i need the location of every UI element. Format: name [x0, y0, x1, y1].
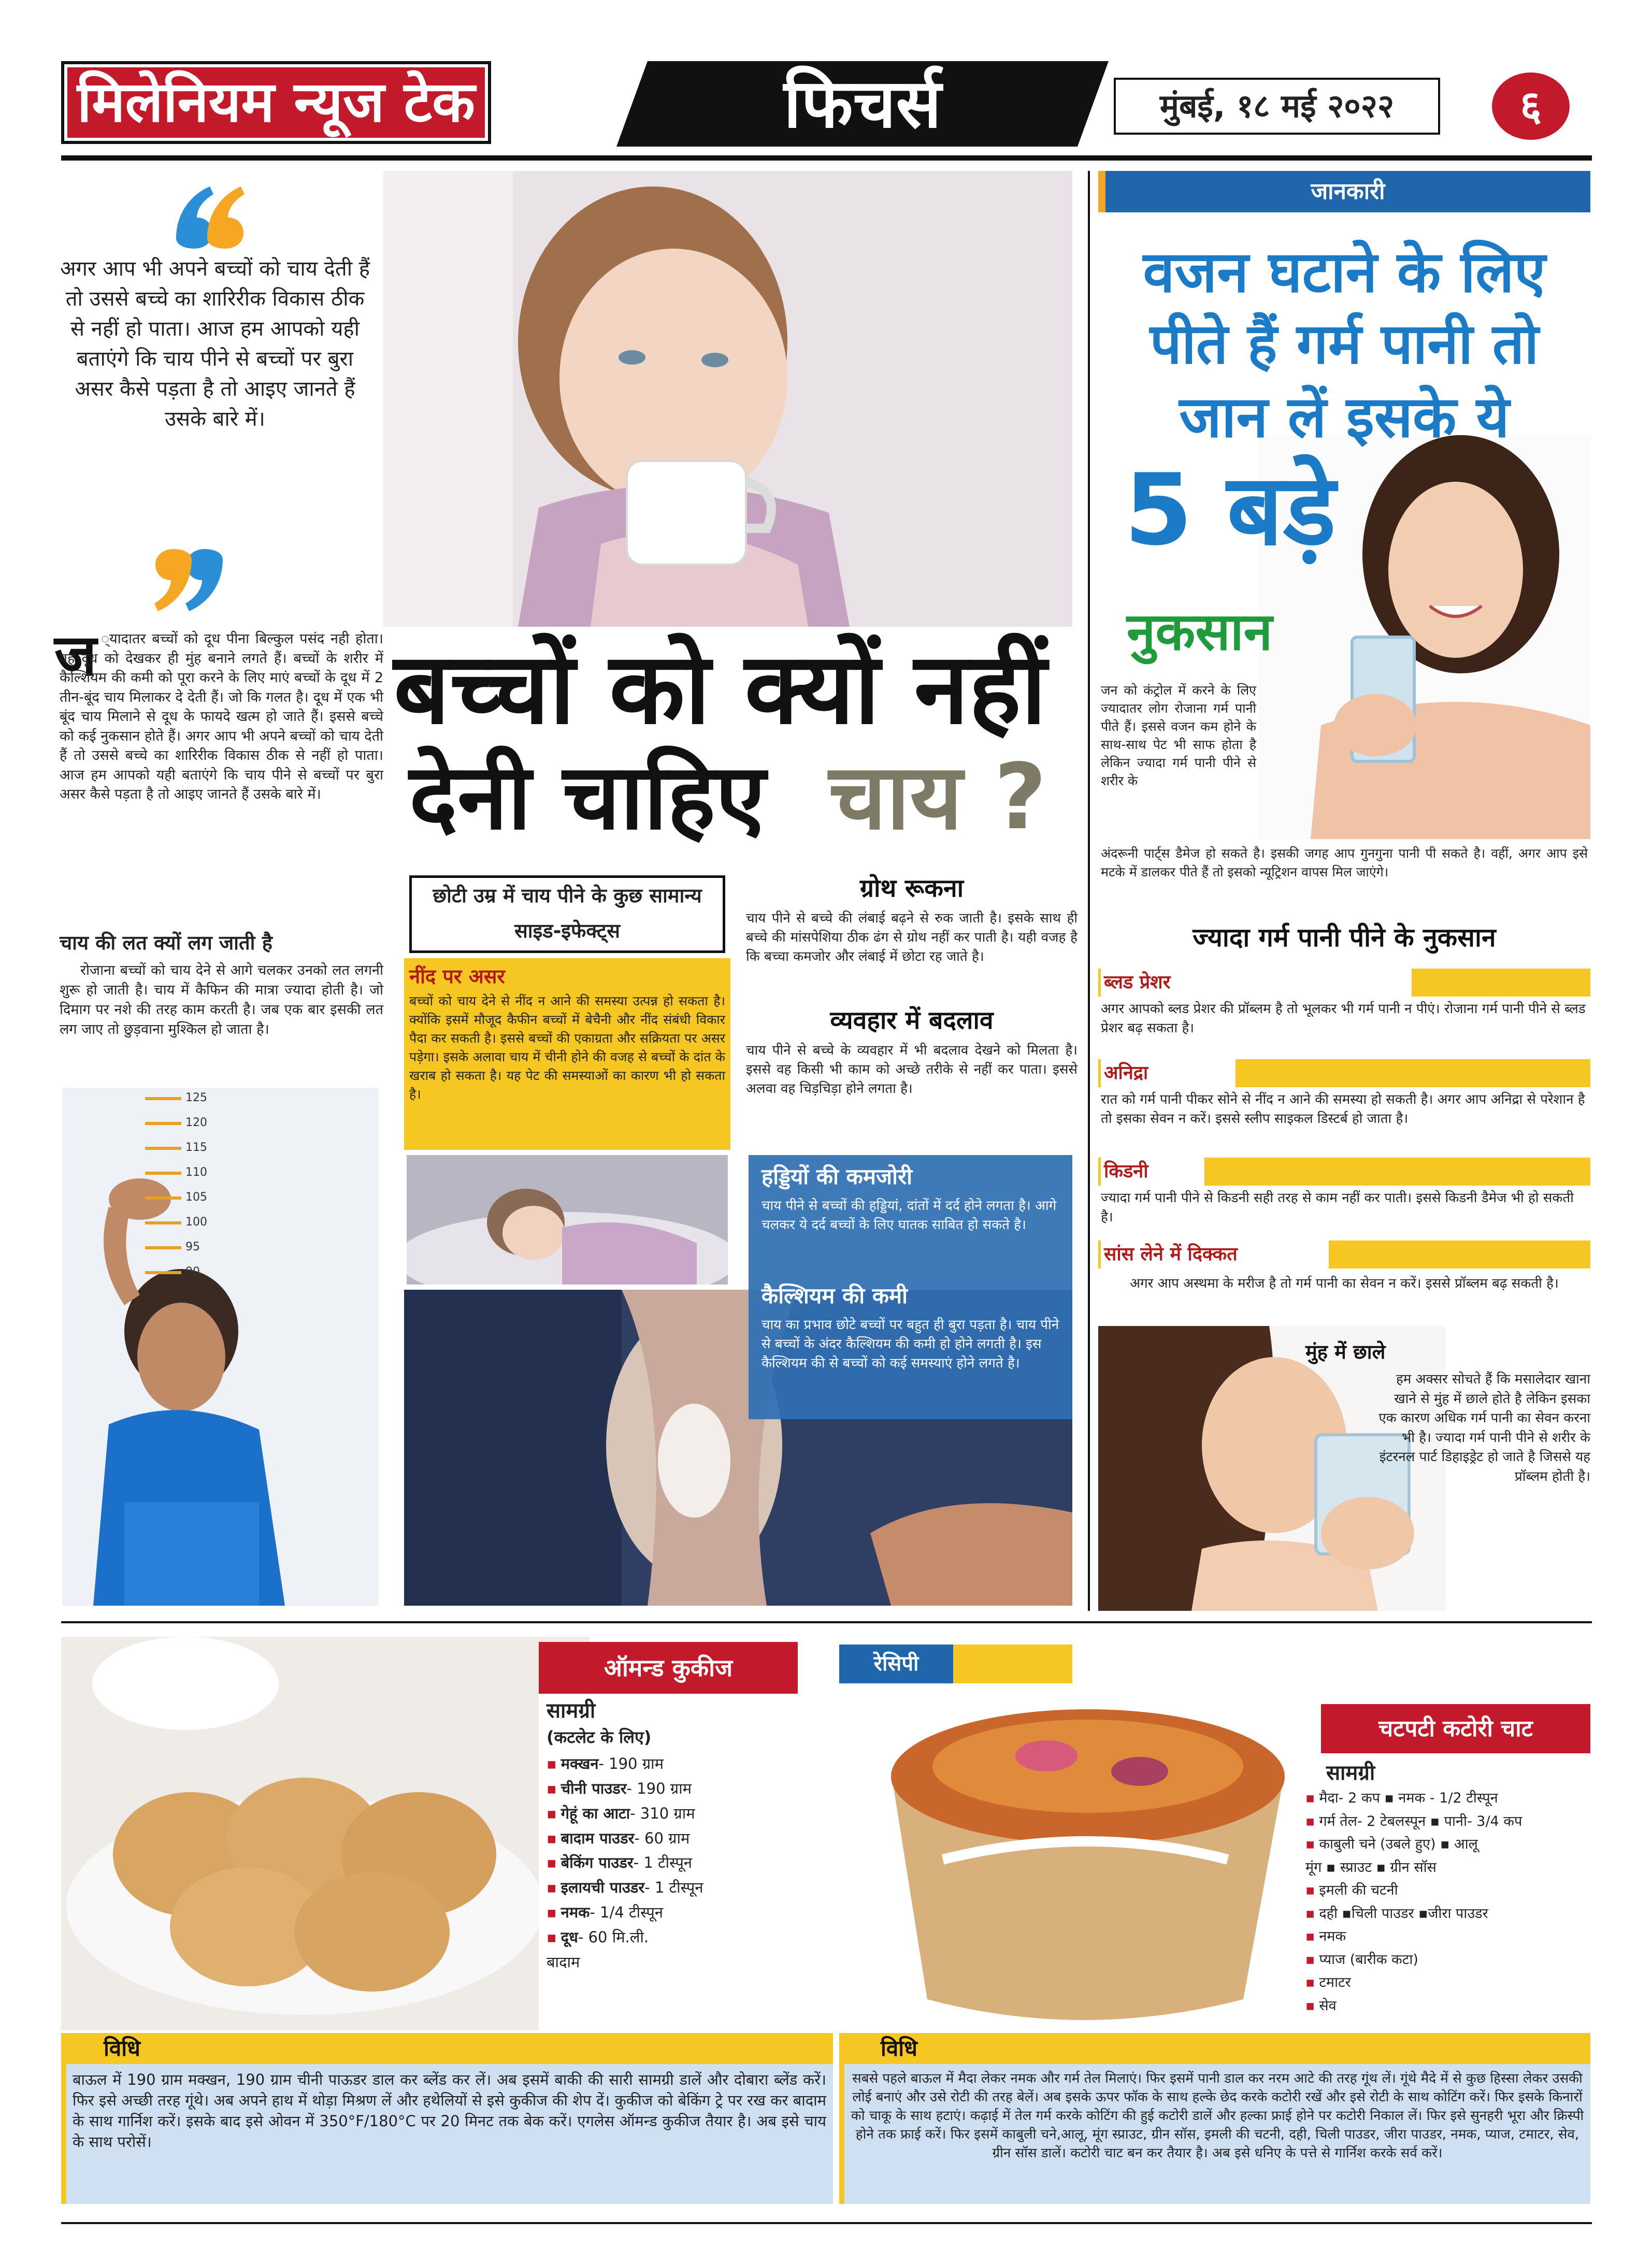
growth-text: चाय पीने से बच्चे की लंबाई बढ़ने से रुक जाती है। इसके साथ ही बच्चे की मांसपेशिया ठीक ढंग से ग्रोथ नहीं कर पाती है। यही वजह है कि बच्चा कमजोर और लंबाई में छोटा रह जाते है।: [746, 911, 1078, 964]
cookies-method: बाऊल में 190 ग्राम मक्खन, 190 ग्राम चीनी पाऊडर डाल कर ब्लेंड कर लें। अब इसमें बाकी की सारी सामग्री डालें और दोबारा ब्लेंड करें। फिर इसे अच्छी तरह गूंथे। अब अपने हाथ में थोड़ा मिश्रण लें और हथेलियों से इसे कुकीज की शेप दें। कुकीज को बेकिंग ट्रे पर रख कर बादाम के साथ गार्निश करें। इसके बाद इसे ओवन में 350°F/180°C पर 20 मिनट तक बेक करें। एगलेस ऑमन्ड कुकीज तैयार है। अब इसे चाय के साथ परोसें।: [73, 2071, 826, 2151]
section-title: फिचर्स: [783, 64, 942, 143]
chaat-method-label: विधि: [881, 2036, 917, 2061]
height-tick: [145, 1221, 181, 1224]
cookies-samagri-label: सामग्री: [547, 1699, 596, 1723]
chaat-ingredient-line: ▪ टमाटर: [1305, 1974, 1351, 1991]
mouth-text: हम अक्सर सोचते हैं कि मसालेदार खाना खाने से मुंह में छाले होते है लेकिन इसका एक कारण अधिक गर्म पानी का सेवन करना भी है। ज्यादा गर्म पानी पीने से शरीर के इंटरनल पार्ट डिहाइड्रेट हो जाते है जिससे यह प्रॉब्लम होती है।: [1378, 1372, 1590, 1484]
side-intro-full: अंदरूनी पार्ट्स डैमेज हो सकते है। इसकी जगह आप गुनगुना पानी पी सकते है। वहीं, अगर आप इसे मटके में डालकर पीते हैं तो इसको न्यूट्रिशन वापस मिल जाएंगे।: [1101, 846, 1588, 879]
girl-with-cup-photo: [383, 171, 1072, 627]
addiction-heading: चाय की लत क्यों लग जाती है: [60, 931, 272, 954]
side-headline-line1: वजन घटाने के लिए: [1143, 239, 1546, 305]
chaat-ingredient-line: ▪ सेव: [1305, 1997, 1337, 2014]
almond-cookies-photo: [61, 1637, 590, 2030]
height-chart-scale: [145, 1093, 259, 1290]
height-tick-label: 115: [185, 1141, 207, 1154]
cookies-ingredient: ▪ मक्खन- 190 ग्राम: [547, 1755, 664, 1772]
cookies-ingredient-list: [547, 1752, 790, 2000]
chaat-title: चटपटी कटोरी चाट: [1378, 1715, 1533, 1742]
intro-text: ्यादातर बच्चों को दूध पीना बिल्कुल पसंद नही होता। वह दूध को देखकर ही मुंह बनाने लगते हैं। बच्चों के शरीर में कैल्शियम की कमी को पूरा करने के लिए माएं बच्चों के दूध में 2 तीन-बूंद चाय मिलाकर दे देती हैं। जो कि गलत है। दूध में एक भी बूंद चाय मिलाने से दूध के फायदे खत्म हो जाते हैं। इससे बच्चे को कई नुकसान होते हैं। अगर आप भी अपने बच्चों को चाय देती हैं तो उससे बच्चे का शारिरीक विकास ठीक से नहीं हो पाता। आज हम आपको यही बताएंगे कि चाय पीने से बच्चों पर बुरा असर कैसे पड़ता है तो आइए जानते हैं उसके बारे में।: [60, 631, 383, 802]
chaat-ingredient-list: [1305, 1787, 1590, 2030]
cookies-ingredient: ▪ इलायची पाउडर- 1 टीस्पून: [547, 1879, 703, 1897]
harms-heading: ज्यादा गर्म पानी पीने के नुकसान: [1193, 922, 1496, 953]
sleeping-child-photo: [407, 1155, 728, 1285]
side-kicker: जानकारी: [1311, 178, 1385, 205]
mouth-heading: मुंह में छाले: [1305, 1340, 1386, 1363]
close-quote-icon: [150, 549, 228, 616]
side-headline-sub: नुकसान: [1127, 601, 1273, 662]
height-tick-label: 120: [185, 1116, 207, 1129]
open-quote-icon: [171, 181, 249, 249]
cookies-ingredient: ▪ दूध- 60 मि.ली.: [547, 1928, 649, 1946]
side-headline-big: 5 बड़े: [1124, 453, 1336, 567]
height-tick: [145, 1271, 181, 1274]
bones-text: चाय पीने से बच्चों की हड्डियां, दांतों में दर्द होने लगता है। आगे चलकर ये दर्द बच्चों के लिए घातक साबित हो सकते है।: [762, 1198, 1057, 1233]
height-tick: [145, 1246, 181, 1249]
chaat-ingredient-line: ▪ काबुली चने (उबले हुए) ▪ आलू: [1305, 1836, 1478, 1853]
insomnia-heading: अनिद्रा: [1101, 1059, 1236, 1087]
height-tick: [145, 1196, 181, 1200]
side-effects-box-title: छोटी उम्र में चाय पीने के कुछ सामान्य साइड-इफेक्ट्स: [433, 884, 702, 942]
breath-heading: सांस लेने में दिक्कत: [1101, 1241, 1329, 1268]
growth-heading: ग्रोथ रूकना: [859, 874, 964, 903]
height-tick-label: 100: [185, 1216, 207, 1229]
cookies-sub-label: (कटलेट के लिए): [547, 1727, 652, 1747]
katori-chaat-photo: [850, 1689, 1316, 2030]
height-tick: [145, 1172, 181, 1175]
chaat-method: सबसे पहले बाऊल में मैदा लेकर नमक और गर्म तेल मिलाएं। फिर इसमें पानी डाल कर नरम आटे की तरह गूंथ लें। गूंथे मैदे में से कुछ हिस्सा लेकर उसकी लोई बनाएं और उसे रोटी की तरह बेलें। अब इसके ऊपर फॉक के साथ हल्के छेद करके कटोरी रखें और इसे रोटी के साथ कोटिंग करें। फिर इसके किनारों को चाकू के साथ हटाएं। कढ़ाई में तेल गर्म करके कोटिंग की हुई कटोरी डालें और हल्का फ्राई होने पर कटोरी निकाल लें। फिर इसे सुनहरी भूरा और क्रिस्पी होने तक फ्राई करें। फिर इसमें काबुली चने,आलू, मूंग स्प्राउट, ग्रीन सॉस, इमली की चटनी, दही, चिली पाउडर, जीरा पाउडर, नमक, प्याज, टमाटर, सेव, ग्रीन सॉस डालें। कटोरी चाट बन कर तैयार है। अब इसे धनिए के पत्ते से गार्निश करके सर्व करें।: [851, 2071, 1584, 2161]
cookies-ingredient: ▪ बेकिंग पाउडर- 1 टीस्पून: [547, 1854, 693, 1872]
cookies-ingredient-extra: बादाम: [547, 1953, 580, 1971]
chaat-ingredient-line: ▪ मैदा- 2 कप ▪ नमक - 1/2 टीस्पून: [1305, 1790, 1498, 1806]
chaat-ingredient-line: ▪ दही ▪चिली पाउडर ▪जीरा पाउडर: [1305, 1905, 1488, 1922]
sleep-heading: नींद पर असर: [409, 965, 505, 988]
breath-text: अगर आप अस्थमा के मरीज है तो गर्म पानी का सेवन न करें। इससे प्रॉब्लम बढ़ सकती है।: [1130, 1276, 1559, 1291]
height-tick: [145, 1147, 181, 1150]
chaat-samagri-label: सामग्री: [1326, 1761, 1375, 1785]
addiction-text: रोजाना बच्चों को चाय देने से आगे चलकर उनको लत लगनी शुरू हो जाती है। चाय में कैफिन की मात्रा ज्यादा होती है। जो दिमाग पर नशे की तरह काम करती है। जब एक बार इसकी लत लग जाए तो छुड़वाना मुश्किल हो जाता है।: [60, 962, 383, 1037]
pull-quote: अगर आप भी अपने बच्चों को चाय देती हैं तो उससे बच्चे का शारिरीक विकास ठीक से नहीं हो पाता। आज हम आपको यही बताएंगे कि चाय पीने से बच्चों पर बुरा असर कैसे पड़ता है तो आइए जानते हैं उसके बारे में।: [60, 257, 370, 431]
footer-rule: [61, 2222, 1592, 2224]
height-tick: [145, 1097, 181, 1100]
bp-text: अगर आपको ब्लड प्रेशर की प्रॉब्लम है तो भूलकर भी गर्म पानी न पीएं। रोजाना गर्म पानी पीने से ब्लड प्रेशर बढ़ सकता है।: [1101, 1001, 1586, 1036]
height-tick: [145, 1122, 181, 1125]
main-headline-line1: बच्चों को क्यों नहीं: [394, 631, 1047, 746]
bones-heading: हड्डियों की कमजोरी: [762, 1164, 913, 1189]
kidney-text: ज्यादा गर्म पानी पीने से किडनी सही तरह से काम नहीं कर पाती। इससे किडनी डैमेज भी हो सकती है।: [1101, 1190, 1574, 1225]
page-number: ६: [1520, 82, 1542, 130]
calcium-heading: कैल्शियम की कमी: [762, 1283, 908, 1308]
cookies-ingredient: ▪ चीनी पाउडर- 190 ग्राम: [547, 1779, 692, 1797]
dateline: मुंबई, १८ मई २०२२: [1159, 87, 1395, 125]
side-headline-line2: पीते हैं गर्म पानी तो: [1150, 312, 1539, 377]
cookies-title: ऑमन्ड कुकीज: [604, 1654, 733, 1682]
side-intro-wrap: जन को कंट्रोल में करने के लिए ज्यादातर लोग रोजाना गर्म पानी पीते हैं। इससे वजन कम होने के साथ-साथ पेट भी साफ होता है लेकिन ज्यादा गर्म पानी पीने से शरीर के: [1101, 683, 1256, 788]
paper-name: मिलेनियम न्यूज टेक: [77, 70, 476, 135]
chaat-ingredient-line: ▪ प्याज (बारीक कटा): [1305, 1951, 1418, 1968]
bp-heading: ब्लड प्रेशर: [1101, 969, 1412, 997]
insomnia-text: रात को गर्म पानी पीकर सोने से नींद न आने की समस्या हो सकती है। अगर आप अनिद्रा से परेशान है तो इसका सेवन न करें। इससे स्लीप साइकल डिस्टर्ब हो जाता है।: [1101, 1092, 1585, 1127]
cookies-ingredient: ▪ बादाम पाउडर- 60 ग्राम: [547, 1829, 690, 1847]
behaviour-text: चाय पीने से बच्चे के व्यवहार में भी बदलाव देखने को मिलता है। इससे वह किसी भी काम को अच्छे तरीके से नहीं कर पाता। इससे अलवा वह चिड़चिड़ा होने लगता है।: [746, 1043, 1078, 1097]
side-headline-line3: जान लें इसके ये: [1179, 384, 1510, 450]
intro-dropcap: ज: [54, 622, 97, 688]
chaat-ingredient-line: ▪ गर्म तेल- 2 टेबलस्पून ▪ पानी- 3/4 कप: [1305, 1813, 1522, 1829]
calcium-text: चाय का प्रभाव छोटे बच्चों पर बहुत ही बुरा पड़ता है। चाय पीने से बच्चों के अंदर कैल्शियम की कमी हो होने लगती है। इस कैल्शियम की से बच्चों को कई समस्याएं होने लगते है।: [762, 1317, 1059, 1371]
kidney-heading: किडनी: [1101, 1158, 1204, 1186]
masthead: [0, 0, 1652, 155]
cookies-method-label: विधि: [104, 2036, 140, 2061]
recipe-tag: रेसिपी: [873, 1652, 919, 1676]
chaat-ingredient-line: ▪ नमक: [1305, 1928, 1346, 1945]
cookies-ingredient: ▪ गेहूं का आटा- 310 ग्राम: [547, 1804, 695, 1822]
height-tick-label: 110: [185, 1166, 207, 1179]
column-rule: [1088, 171, 1090, 1611]
height-tick-label: 90: [185, 1265, 200, 1278]
cookies-ingredient: ▪ नमक- 1/4 टीस्पून: [547, 1904, 663, 1922]
side-kicker-accent: [1098, 171, 1105, 212]
sleep-text: बच्चों को चाय देने से नींद न आने की समस्या उत्पन्न हो सकता है। क्योंकि इसमें मौजूद कैफीन बच्चों में बेचैनी और नींद संबंधी विकार पैदा कर सकती है। इससे बच्चों की एकाग्रता और सक्रियता पर असर पड़ेगा। इसके अलावा चाय में चीनी होने की वजह से बच्चों के दांत के खराब हो सकता है। यह पेट की समस्याओं का कारण भी हो सकता है।: [409, 993, 725, 1102]
height-tick-label: 105: [185, 1191, 207, 1204]
main-headline-highlight: चाय ?: [829, 745, 1047, 850]
chaat-ingredient-line: मूंग ▪ स्प्राउट ▪ ग्रीन सॉस: [1305, 1859, 1436, 1876]
middle-rule: [61, 1621, 1592, 1623]
chaat-ingredient-line: ▪ इमली की चटनी: [1305, 1882, 1398, 1899]
masthead-rule: [61, 155, 1592, 161]
height-tick-label: 125: [185, 1091, 207, 1104]
main-headline-line2: देनी चाहिए: [409, 745, 766, 850]
height-tick-label: 95: [185, 1241, 200, 1253]
behaviour-heading: व्यवहार में बदलाव: [830, 1006, 994, 1035]
